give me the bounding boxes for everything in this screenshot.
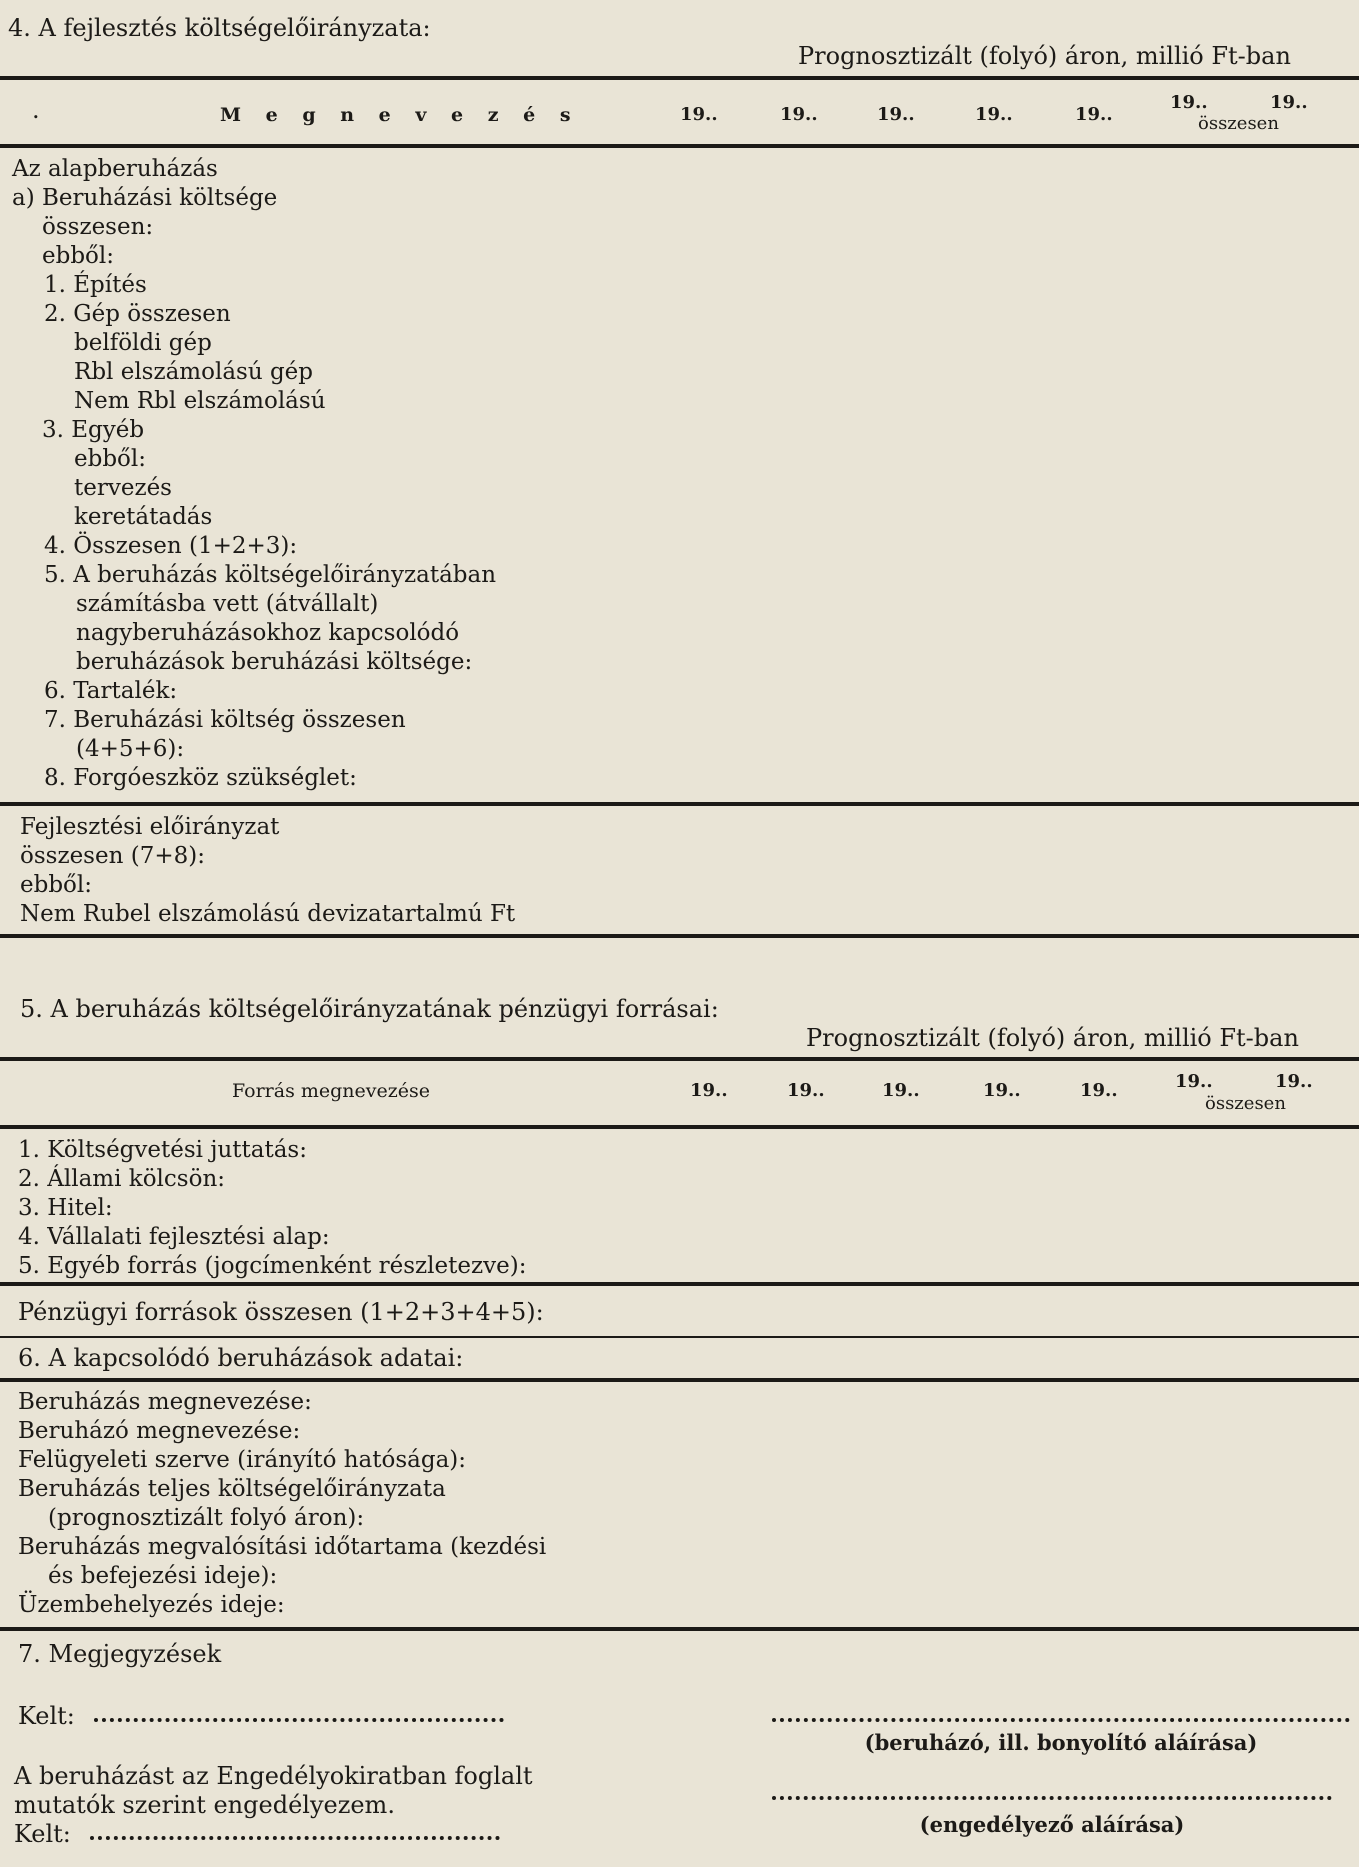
section4-header-last-top: 19.. [1170, 92, 1208, 113]
section7-title: 7. Megjegyzések [18, 1640, 222, 1668]
list-item: Beruházás megnevezése: [18, 1389, 312, 1415]
section5-header-year: 19.. [882, 1080, 920, 1101]
approval-line2: mutatók szerint engedélyezem. [14, 1791, 395, 1819]
list-item: Nem Rubel elszámolású devizatartalmú Ft [20, 901, 516, 927]
list-item: ebből: [74, 446, 147, 472]
list-item: 8. Forgóeszköz szükséglet: [44, 765, 357, 791]
rule [0, 1336, 1359, 1338]
section4-header-total-label: összesen [1198, 113, 1279, 134]
kelt2-label: Kelt: [14, 1820, 71, 1848]
list-item: összesen (7+8): [20, 843, 205, 869]
section4-header-year: 19.. [680, 104, 718, 125]
header-dot: . [32, 96, 40, 124]
section4-rows [12, 155, 496, 793]
section5-header-year: 19.. [787, 1080, 825, 1101]
list-item: (4+5+6): [76, 736, 185, 762]
list-item: a) Beruházási költsége [12, 185, 278, 211]
list-item: számításba vett (átvállalt) [76, 591, 379, 617]
section5-header-year: 19.. [1080, 1080, 1118, 1101]
kelt1-field[interactable] [94, 1718, 504, 1722]
section5-subtitle: Prognosztizált (folyó) áron, millió Ft-ban [806, 1024, 1299, 1052]
sig1-line[interactable] [772, 1718, 1350, 1722]
section4-header-last-right: 19.. [1270, 92, 1308, 113]
sig2-caption: (engedélyező aláírása) [919, 1812, 1185, 1837]
rule [0, 1282, 1359, 1286]
section4-subtitle: Prognosztizált (folyó) áron, millió Ft-ban [798, 42, 1291, 70]
rule [0, 1057, 1359, 1061]
list-item: ebből: [42, 243, 115, 269]
list-item: 4. Vállalati fejlesztési alap: [18, 1224, 330, 1250]
list-item: nagyberuházásokhoz kapcsolódó [76, 620, 460, 646]
list-item: Üzembehelyezés ideje: [18, 1592, 285, 1618]
list-item: összesen: [42, 214, 154, 240]
list-item: keretátadás [74, 504, 213, 530]
sig2-line[interactable] [772, 1796, 1332, 1800]
list-item: tervezés [74, 475, 172, 501]
section4-totals [20, 813, 515, 929]
section5-rows [18, 1136, 526, 1281]
list-item: Beruházás megvalósítási időtartama (kezdési [18, 1534, 547, 1560]
approval-line1: A beruházást az Engedélyokiratban foglalt [14, 1762, 533, 1790]
rule [0, 802, 1359, 806]
list-item: Felügyeleti szerve (irányító hatósága): [18, 1447, 467, 1473]
section4-header-year: 19.. [780, 104, 818, 125]
list-item: belföldi gép [74, 330, 212, 356]
list-item: 6. Tartalék: [44, 678, 178, 704]
list-item: 5. A beruházás költségelőirányzatában [44, 562, 497, 588]
list-item: 3. Egyéb [42, 417, 145, 443]
list-item: 1. Költségvetési juttatás: [18, 1137, 307, 1163]
kelt1-label: Kelt: [18, 1702, 75, 1730]
list-item: Beruházó megnevezése: [18, 1418, 301, 1444]
rule [0, 76, 1359, 80]
section5-header-year: 19.. [983, 1080, 1021, 1101]
list-item: Az alapberuházás [12, 156, 218, 182]
rule [0, 934, 1359, 938]
list-item: 1. Építés [44, 272, 147, 298]
rule [0, 144, 1359, 148]
list-item: 5. Egyéb forrás (jogcímenként részletezve): [18, 1253, 527, 1279]
section4-header-name: M e g n e v e z é s [220, 104, 580, 126]
list-item: 7. Beruházási költség összesen [44, 707, 406, 733]
list-item: (prognosztizált folyó áron): [48, 1505, 365, 1531]
list-item: 4. Összesen (1+2+3): [44, 533, 298, 559]
section4-title: 4. A fejlesztés költségelőirányzata: [8, 14, 431, 42]
rule [0, 1378, 1359, 1382]
list-item: Nem Rbl elszámolású [74, 388, 326, 414]
list-item: ebből: [20, 872, 93, 898]
section4-header-year: 19.. [1075, 104, 1113, 125]
list-item: Rbl elszámolású gép [74, 359, 314, 385]
section5-header-year: 19.. [690, 1080, 728, 1101]
section4-header-year: 19.. [877, 104, 915, 125]
list-item: 3. Hitel: [18, 1195, 113, 1221]
section5-header-total-label: összesen [1205, 1093, 1286, 1114]
section6-rows [18, 1388, 546, 1620]
list-item: Fejlesztési előirányzat [20, 814, 280, 840]
section6-title: 6. A kapcsolódó beruházások adatai: [18, 1344, 464, 1372]
section5-total: Pénzügyi források összesen (1+2+3+4+5): [18, 1298, 544, 1326]
kelt2-field[interactable] [90, 1836, 500, 1840]
rule [0, 1125, 1359, 1129]
list-item: 2. Gép összesen [44, 301, 231, 327]
list-item: beruházások beruházási költsége: [76, 649, 473, 675]
section5-title: 5. A beruházás költségelőirányzatának pénzügyi forrásai: [20, 995, 719, 1023]
section4-header-year: 19.. [975, 104, 1013, 125]
rule [0, 1627, 1359, 1631]
section5-header-last-top: 19.. [1175, 1071, 1213, 1092]
section5-header-name: Forrás megnevezése [232, 1080, 430, 1102]
section5-header-last-right: 19.. [1275, 1071, 1313, 1092]
list-item: 2. Állami kölcsön: [18, 1166, 225, 1192]
list-item: Beruházás teljes költségelőirányzata [18, 1476, 446, 1502]
sig1-caption: (beruházó, ill. bonyolító aláírása) [864, 1730, 1258, 1755]
list-item: és befejezési ideje): [48, 1563, 278, 1589]
